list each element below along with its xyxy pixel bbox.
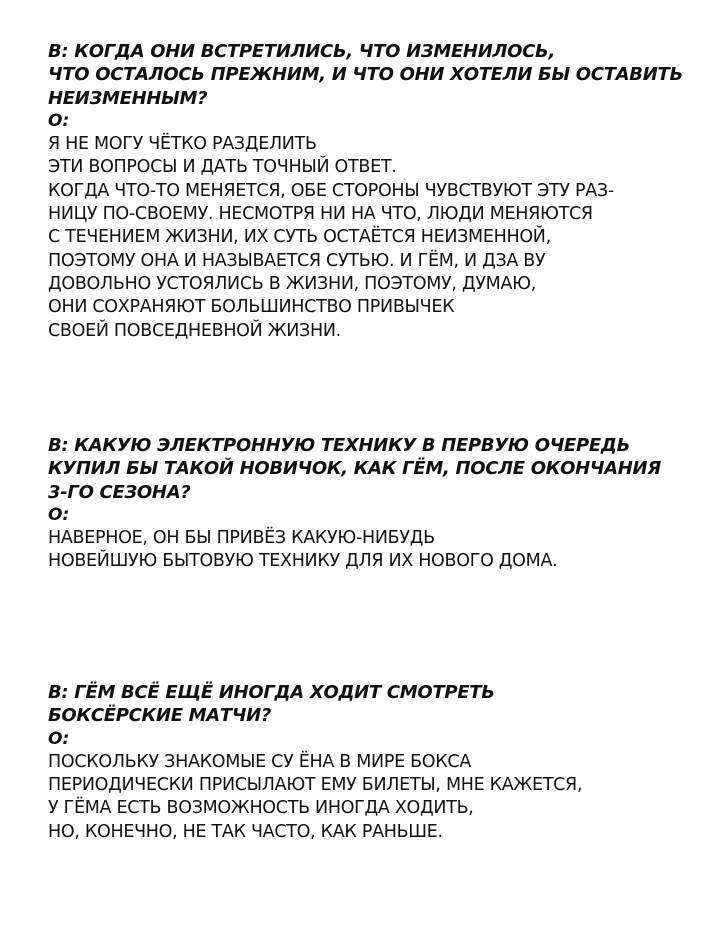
answer-line: НО, КОНЕЧНО, НЕ ТАК ЧАСТО, КАК РАНЬШЕ. (48, 821, 443, 842)
answer-line: Я НЕ МОГУ ЧЁТКО РАЗДЕЛИТЬ (48, 134, 317, 155)
answer-line: У ГЁМА ЕСТЬ ВОЗМОЖНОСТЬ ИНОГДА ХОДИТЬ, (48, 798, 474, 819)
answer-label: О: (48, 110, 70, 131)
question-1 (48, 40, 688, 110)
answer-2 (48, 527, 688, 574)
question-line: КУПИЛ БЫ ТАКОЙ НОВИЧОК, КАК ГЁМ, ПОСЛЕ ОКОНЧАНИЯ (48, 458, 661, 480)
question-line: В: КОГДА ОНИ ВСТРЕТИЛИСЬ, ЧТО ИЗМЕНИЛОСЬ, (48, 41, 555, 62)
answer-line: ОНИ СОХРАНЯЮТ БОЛЬШИНСТВО ПРИВЫЧЕК (48, 297, 455, 318)
answer-line: НАВЕРНОЕ, ОН БЫ ПРИВЁЗ КАКУЮ-НИБУДЬ (48, 528, 435, 549)
answer-label: О: (48, 728, 70, 749)
answer-line: ПОЭТОМУ ОНА И НАЗЫВАЕТСЯ СУТЬЮ. И ГЁМ, И ДЗА ВУ (48, 250, 546, 271)
question-line: 3-ГО СЕЗОНА? (48, 481, 191, 503)
answer-line: ДОВОЛЬНО УСТОЯЛИСЬ В ЖИЗНИ, ПОЭТОМУ, ДУМАЮ, (48, 273, 537, 294)
qa-block-3 (48, 681, 688, 844)
answer-line: ПОСКОЛЬКУ ЗНАКОМЫЕ СУ ЁНА В МИРЕ БОКСА (48, 751, 471, 772)
qa-block-1 (48, 40, 688, 343)
question-3 (48, 681, 688, 728)
question-2 (48, 434, 688, 504)
answer-line: КОГДА ЧТО-ТО МЕНЯЕТСЯ, ОБЕ СТОРОНЫ ЧУВСТВУЮТ ЭТУ РАЗ- (48, 180, 614, 201)
answer-line: НОВЕЙШУЮ БЫТОВУЮ ТЕХНИКУ ДЛЯ ИХ НОВОГО ДОМА. (48, 551, 558, 572)
answer-line: СВОЕЙ ПОВСЕДНЕВНОЙ ЖИЗНИ. (48, 320, 341, 341)
question-line: ЧТО ОСТАЛОСЬ ПРЕЖНИМ, И ЧТО ОНИ ХОТЕЛИ БЫ ОСТАВИТЬ (48, 64, 683, 86)
question-line: В: ГЁМ ВСЁ ЕЩЁ ИНОГДА ХОДИТ СМОТРЕТЬ (48, 682, 495, 703)
answer-line: С ТЕЧЕНИЕМ ЖИЗНИ, ИХ СУТЬ ОСТАЁТСЯ НЕИЗМЕННОЙ, (48, 227, 551, 248)
question-line: НЕИЗМЕННЫМ? (48, 87, 208, 109)
answer-line: НИЦУ ПО-СВОЕМУ. НЕСМОТРЯ НИ НА ЧТО, ЛЮДИ МЕНЯЮТСЯ (48, 204, 593, 225)
answer-3 (48, 751, 688, 844)
question-line: БОКСЁРСКИЕ МАТЧИ? (48, 705, 272, 727)
qa-block-2 (48, 434, 688, 574)
answer-label: О: (48, 504, 70, 525)
answer-line: ПЕРИОДИЧЕСКИ ПРИСЫЛАЮТ ЕМУ БИЛЕТЫ, МНЕ КАЖЕТСЯ, (48, 775, 583, 796)
question-line: В: КАКУЮ ЭЛЕКТРОННУЮ ТЕХНИКУ В ПЕРВУЮ ОЧЕРЕДЬ (48, 435, 631, 456)
answer-1 (48, 133, 688, 343)
answer-line: ЭТИ ВОПРОСЫ И ДАТЬ ТОЧНЫЙ ОТВЕТ. (48, 157, 397, 178)
